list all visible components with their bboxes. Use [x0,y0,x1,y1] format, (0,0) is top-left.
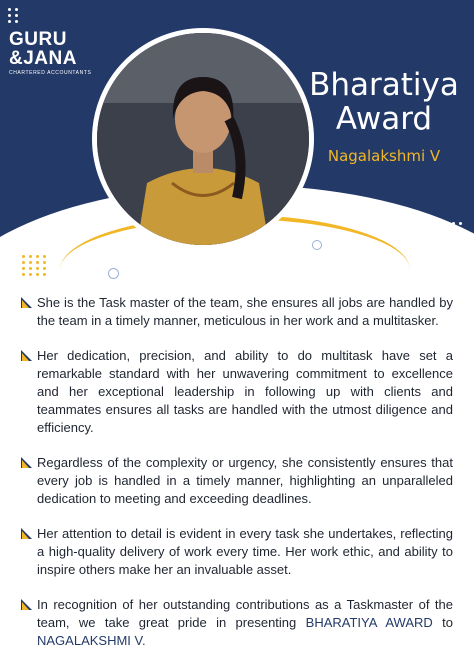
paragraph-text: Her dedication, precision, and ability to do multitask have set a remarkable standard with her unwavering commitment to excellence and her exceptional leadership in following up with clients and teammates ensures all tasks are handled with the utmost diligence and efficiency. [37,348,453,435]
citation-paragraph [21,294,453,330]
ring-decoration [312,240,322,250]
bullet-arrow-icon [21,297,32,308]
recipient-highlight: NAGALAKSHMI V. [37,633,146,648]
citation-paragraph [21,525,453,579]
award-recipient-name: Nagalakshmi V [327,147,441,165]
ring-decoration [108,268,119,279]
bullet-arrow-icon [21,350,32,361]
closing-text: In recognition of her outstanding contributions as a Taskmaster of the team, we take great pride in presenting [37,597,453,630]
citation-text [21,294,453,650]
logo-line-1: GURU [9,29,67,50]
dot-grid-right [452,222,463,237]
paragraph-text: Her attention to detail is evident in every task she undertakes, reflecting a high-quality delivery of work every time. Her work ethic, and ability to inspire others make her an invaluable asset. [37,526,453,577]
logo-subtitle: CHARTERED ACCOUNTANTS [9,70,92,76]
award-title [300,68,468,136]
dot-grid-left [22,255,47,276]
bullet-arrow-icon [21,457,32,468]
company-logo [9,30,99,76]
citation-paragraph [21,454,453,508]
dot-grid-top [8,8,19,23]
portrait-illustration [97,33,309,245]
recipient-photo [92,28,314,250]
closing-paragraph [21,596,453,650]
award-title-line-2: Award [335,101,433,137]
closing-connector: to [442,615,453,630]
paragraph-text: Regardless of the complexity or urgency, she consistently ensures that every job is handled in a timely manner, highlighting an unparalleled dedication to meeting and exceeding deadlines. [37,455,453,506]
bullet-arrow-icon [21,599,32,610]
award-highlight: BHARATIYA AWARD [305,615,433,630]
award-title-line-1: Bharatiya [309,67,459,103]
logo-line-2: &JANA [9,48,77,69]
citation-paragraph [21,347,453,437]
paragraph-text: She is the Task master of the team, she ensures all jobs are handled by the team in a timely manner, meticulous in her work and a multitasker. [37,295,453,328]
bullet-arrow-icon [21,528,32,539]
